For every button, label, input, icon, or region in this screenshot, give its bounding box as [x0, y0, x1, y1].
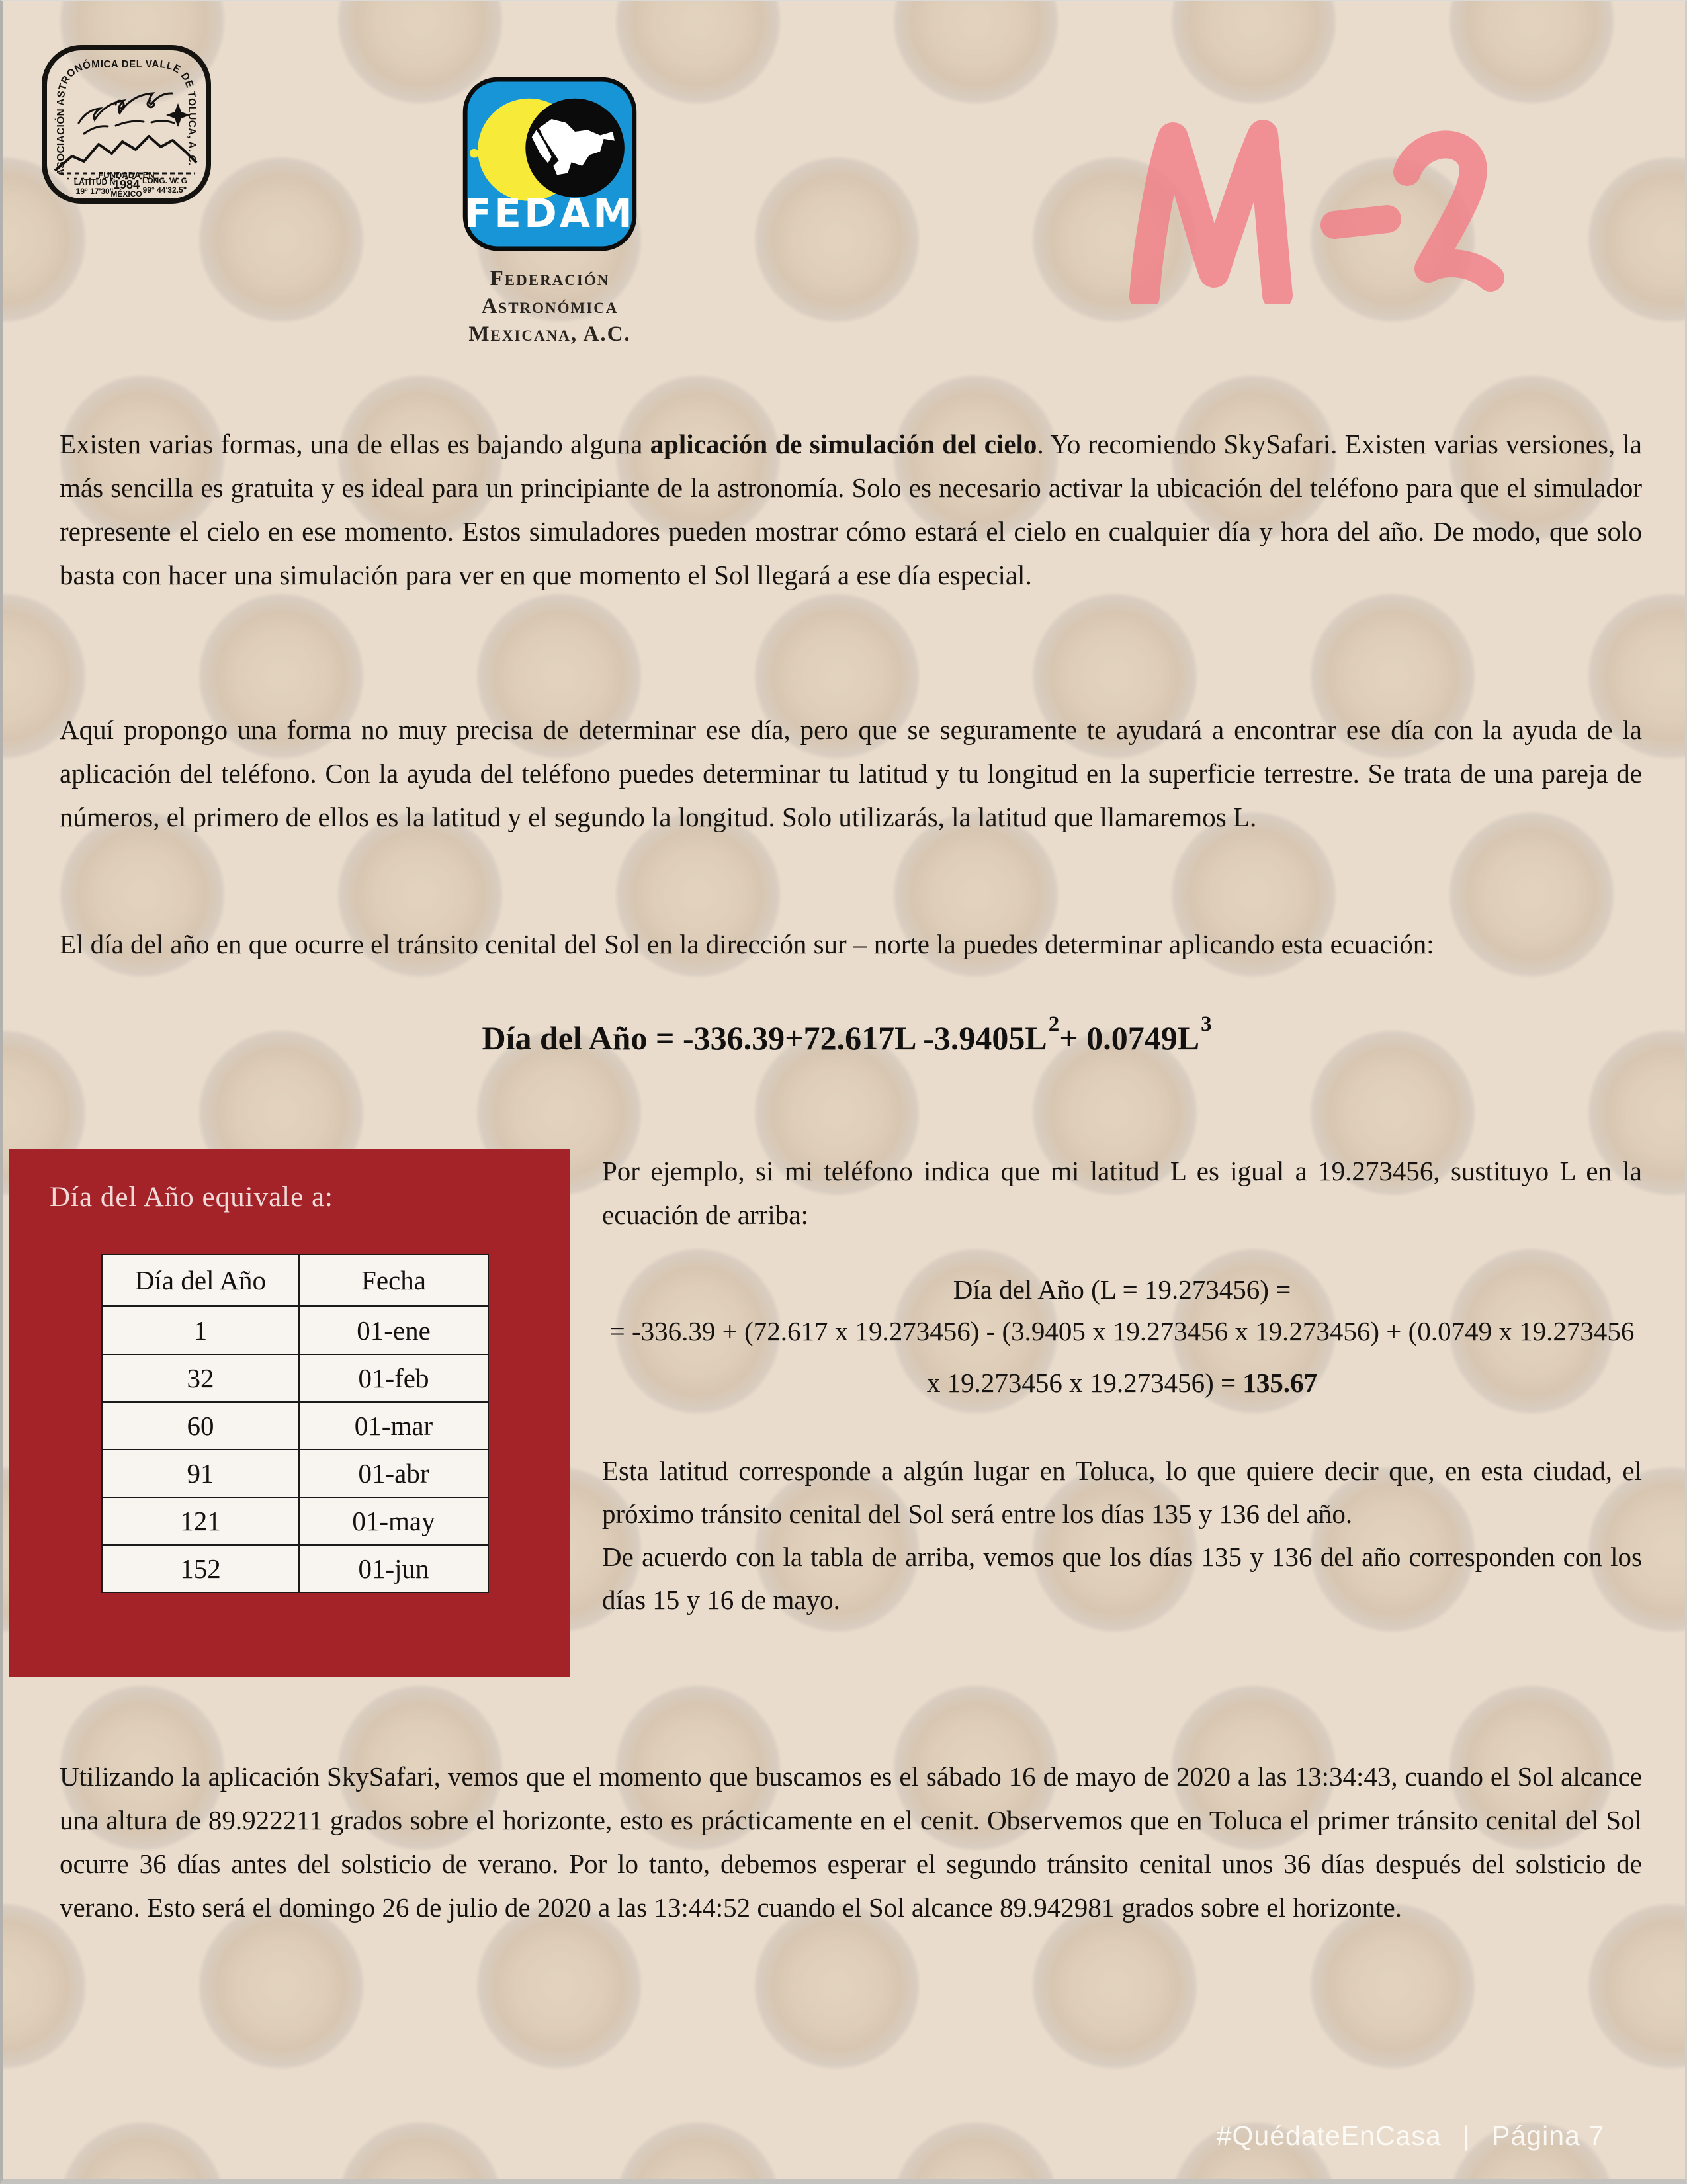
fedam-name-line1: Federación [490, 267, 610, 290]
date-cell: 01-feb [299, 1354, 488, 1402]
fedam-name [453, 265, 646, 348]
paragraph-intro-bold: aplicación de simulación del cielo [650, 429, 1037, 459]
date-cell: 01-jun [299, 1545, 488, 1593]
seal-founded-year: 1984 [112, 178, 140, 191]
fedam-name-line3: Mexicana, A.C. [468, 322, 631, 346]
sun-dot-icon [470, 149, 479, 158]
example-intro: Por ejemplo, si mi teléfono indica que mi latitud L es igual a 19.273456, sustituyo L en la ecuación de arriba: [602, 1156, 1642, 1230]
table-row [102, 1354, 488, 1402]
example-calculation [602, 1305, 1642, 1409]
seal-founded-label: FUNDADA EN [98, 170, 155, 180]
footer-page-number: Página 7 [1492, 2120, 1604, 2151]
calculation-expression: = -336.39 + (72.617 x 19.273456) - (3.9405 x 19.273456 x 19.273456) + (0.0749 x 19.273456 x 19.273456 x 19.273456) = [609, 1316, 1635, 1398]
paragraph-method: Aquí propongo una forma no muy precisa de determinar ese día, pero que se seguramente te ayudará a encontrar ese día con la ayuda de la aplicación del teléfono. Con la ayuda del teléfono puedes determinar tu latitud y tu longitud en la superficie terrestre. Se trata de una pareja de números, el primero de ellos es la latitud y el segundo la longitud. Solo utilizarás, la latitud que llamaremos L. [60, 715, 1642, 832]
m2-watermark [1121, 86, 1558, 304]
day-table-title: Día del Año equivale a: [50, 1182, 333, 1213]
aavt-seal-logo [38, 41, 215, 208]
day-table-panel [9, 1149, 570, 1677]
equation-lhs: Día del Año = -336.39+72.617L -3.9405L [482, 1020, 1047, 1057]
day-of-year-equation [3, 1012, 1687, 1057]
page-footer [1210, 2120, 1611, 2152]
table-row [102, 1450, 488, 1497]
paragraph-closing: Utilizando la aplicación SkySafari, vemos que el momento que buscamos es el sábado 16 de mayo de 2020 a las 13:34:43, cuando el Sol alcance una altura de 89.922211 grados sobre el horizonte, esto es prácticamente en el cenit. Observemos que en Toluca el primer tránsito cenital del Sol ocurre 36 días antes del solsticio de verano. Por lo tanto, debemos esperar el segundo tránsito cenital unos 36 días después del solsticio de verano. Esto será el domingo 26 de julio de 2020 a las 13:44:52 cuando el Sol alcance 89.942981 grados sobre el horizonte. [60, 1761, 1642, 1923]
table-row [102, 1545, 488, 1593]
fedam-logo-block [453, 74, 646, 348]
example-equation-header: Día del Año (L = 19.273456) = [953, 1274, 1291, 1305]
date-cell: 01-mar [299, 1402, 488, 1450]
day-cell: 32 [102, 1354, 299, 1402]
footer-hashtag: #QuédateEnCasa [1216, 2120, 1442, 2151]
equation-exponent-3: 3 [1201, 1012, 1212, 1036]
day-cell: 152 [102, 1545, 299, 1593]
date-cell: 01-ene [299, 1307, 488, 1355]
calculation-result: 135.67 [1242, 1368, 1318, 1398]
column-header-date: Fecha [299, 1254, 488, 1307]
day-of-year-table [101, 1254, 489, 1593]
paragraph-intro-end: . Yo recomiendo SkySafari. Existen varias versiones, la más sencilla es gratuita y es ideal para un principiante de la astronomía. Solo es necesario activar la ubicación del teléfono para que el simulador represente el cielo en ese momento. Estos simuladores pueden mostrar cómo estará el cielo en cualquier día y hora del año. De modo, que solo basta con hacer una simulación para ver en que momento el Sol llegará a ese día especial. [60, 429, 1643, 590]
comet-icon [79, 93, 174, 134]
table-row [102, 1497, 488, 1545]
paragraph-equation-lead: El día del año en que ocurre el tránsito cenital del Sol en la dirección sur – norte la puedes determinar aplicando esta ecuación: [60, 929, 1434, 959]
footer-divider: | [1463, 2120, 1471, 2151]
seal-longitude-label: LONG. W. G [142, 176, 187, 185]
paragraph-intro [60, 422, 1642, 597]
example-column [602, 1149, 1642, 1622]
fedam-acronym: FEDAM [464, 191, 635, 238]
fedam-name-line2: Astronómica [481, 294, 619, 318]
equation-exponent-2: 2 [1048, 1012, 1060, 1036]
day-cell: 60 [102, 1402, 299, 1450]
date-cell: 01-abr [299, 1450, 488, 1497]
seal-founded-country: MÉXICO [110, 189, 142, 198]
table-header-row [102, 1254, 488, 1307]
date-cell: 01-may [299, 1497, 488, 1545]
seal-latitude-value: 19° 17'30" [75, 187, 114, 196]
day-cell: 1 [102, 1307, 299, 1355]
example-conclusion-2: De acuerdo con la tabla de arriba, vemos que los días 135 y 136 del año corresponden con los días 15 y 16 de mayo. [602, 1542, 1642, 1615]
seal-latitude-label: LATITUD N [73, 177, 116, 187]
equation-mid: + 0.0749L [1059, 1020, 1200, 1057]
example-conclusion-1: Esta latitud corresponde a algún lugar en Toluca, lo que quiere decir que, en esta ciudad, el próximo tránsito cenital del Sol será entre los días 135 y 136 del año. [602, 1456, 1642, 1529]
day-cell: 91 [102, 1450, 299, 1497]
seal-longitude-value: 99° 44'32.5" [142, 185, 187, 195]
table-row [102, 1307, 488, 1355]
seal-ring-text: ASOCIACIÓN ASTRONÓMICA DEL VALLE DE TOLUCA, A. C. [55, 58, 197, 176]
table-row [102, 1402, 488, 1450]
day-cell: 121 [102, 1497, 299, 1545]
column-header-day: Día del Año [102, 1254, 299, 1307]
fedam-logo [460, 74, 640, 254]
paragraph-intro-start: Existen varias formas, una de ellas es bajando alguna [60, 429, 650, 459]
